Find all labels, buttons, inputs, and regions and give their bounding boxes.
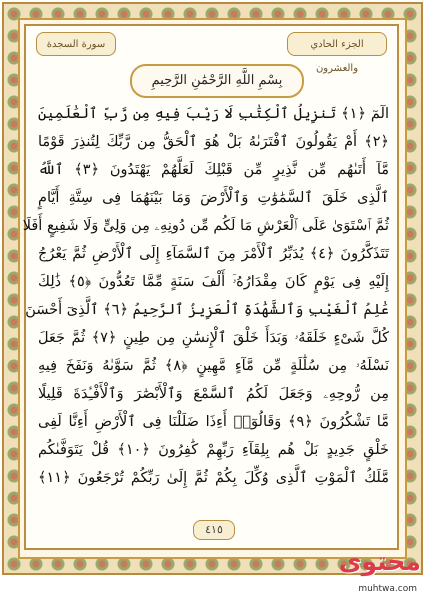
watermark-url: muhtwa.com bbox=[358, 584, 417, 594]
mushaf-page bbox=[24, 24, 399, 550]
verse-line: مِن رُّوحِهِۦ وَجَعَلَ لَكُمُ ٱلسَّمْعَ وَٱلْأَبْصَٰرَ وَٱلْأَفْـِٔدَةَ قَلِيلًا bbox=[38, 386, 389, 402]
page-number: ٤١٥ bbox=[193, 520, 235, 540]
verse-line: خَلْقٍ جَدِيدٍ بَلْ هُم بِلِقَآءِ رَبِّهِمْ كَٰفِرُونَ ﴿١٠﴾ قُلْ يَتَوَفَّىٰكُم bbox=[38, 442, 389, 458]
verse-line: مَّلَكُ ٱلْمَوْتِ ٱلَّذِى وُكِّلَ بِكُمْ ثُمَّ إِلَىٰ رَبِّكُمْ تُرْجَعُونَ ﴿١١﴾ bbox=[38, 470, 389, 486]
surah-name-header: سورة السجدة bbox=[36, 32, 116, 56]
verse-line: ﴿٢﴾ أَمْ يَقُولُونَ ٱفْتَرَىٰهُ بَلْ هُوَ ٱلْحَقُّ مِن رَّبِّكَ لِتُنذِرَ قَوْمًا bbox=[38, 134, 389, 150]
verse-line: إِلَيْهِ فِى يَوْمٍ كَانَ مِقْدَارُهُۥٓ أَلْفَ سَنَةٍ مِّمَّا تَعُدُّونَ ﴿٥﴾ ذَٰلِكَ bbox=[38, 274, 390, 290]
verse-line: مَّا تَشْكُرُونَ ﴿٩﴾ وَقَالُوٓا۟ أَءِذَا ضَلَلْنَا فِى ٱلْأَرْضِ أَءِنَّا لَفِى bbox=[38, 414, 389, 430]
basmala: بِسْمِ اللَّهِ الرَّحْمَٰنِ الرَّحِيمِ bbox=[130, 64, 304, 98]
verse-line: كُلَّ شَىْءٍ خَلَقَهُۥ وَبَدَأَ خَلْقَ ٱلْإِنسَٰنِ مِن طِينٍ ﴿٧﴾ ثُمَّ جَعَلَ bbox=[38, 330, 389, 346]
verse-line: مَّآ أَتَىٰهُم مِّن نَّذِيرٍ مِّن قَبْلِكَ لَعَلَّهُمْ يَهْتَدُونَ ﴿٣﴾ ٱللَّهُ bbox=[38, 162, 389, 178]
verse-line: تَتَذَكَّرُونَ ﴿٤﴾ يُدَبِّرُ ٱلْأَمْرَ مِنَ ٱلسَّمَآءِ إِلَى ٱلْأَرْضِ ثُمَّ يَعْرُجُ bbox=[38, 246, 390, 262]
verse-line: ٱلَّذِى خَلَقَ ٱلسَّمَٰوَٰتِ وَٱلْأَرْضَ وَمَا بَيْنَهُمَا فِى سِتَّةِ أَيَّامٍ bbox=[38, 190, 389, 206]
verse-line: عَٰلِمُ ٱلْغَيْبِ وَٱلشَّهَٰدَةِ ٱلْعَزِيزُ ٱلرَّحِيمُ ﴿٦﴾ ٱلَّذِىٓ أَحْسَنَ bbox=[25, 302, 389, 318]
juz-name-header: الجزء الحادي والعشرون bbox=[287, 32, 387, 56]
brand-watermark: محتوى bbox=[338, 547, 421, 576]
verse-line: الٓمٓ ﴿١﴾ تَنزِيلُ ٱلْكِتَٰبِ لَا رَيْبَ فِيهِ مِن رَّبِّ ٱلْعَٰلَمِينَ bbox=[38, 106, 390, 122]
verse-line: ثُمَّ ٱسْتَوَىٰ عَلَى ٱلْعَرْشِ مَا لَكُم مِّن دُونِهِۦ مِن وَلِىٍّ وَلَا شَفِيعٍ أَفَلَا bbox=[22, 218, 389, 234]
verse-line: نَسْلَهُۥ مِن سُلَٰلَةٍ مِّن مَّآءٍ مَّهِينٍ ﴿٨﴾ ثُمَّ سَوَّىٰهُ وَنَفَخَ فِيهِ bbox=[38, 358, 389, 374]
